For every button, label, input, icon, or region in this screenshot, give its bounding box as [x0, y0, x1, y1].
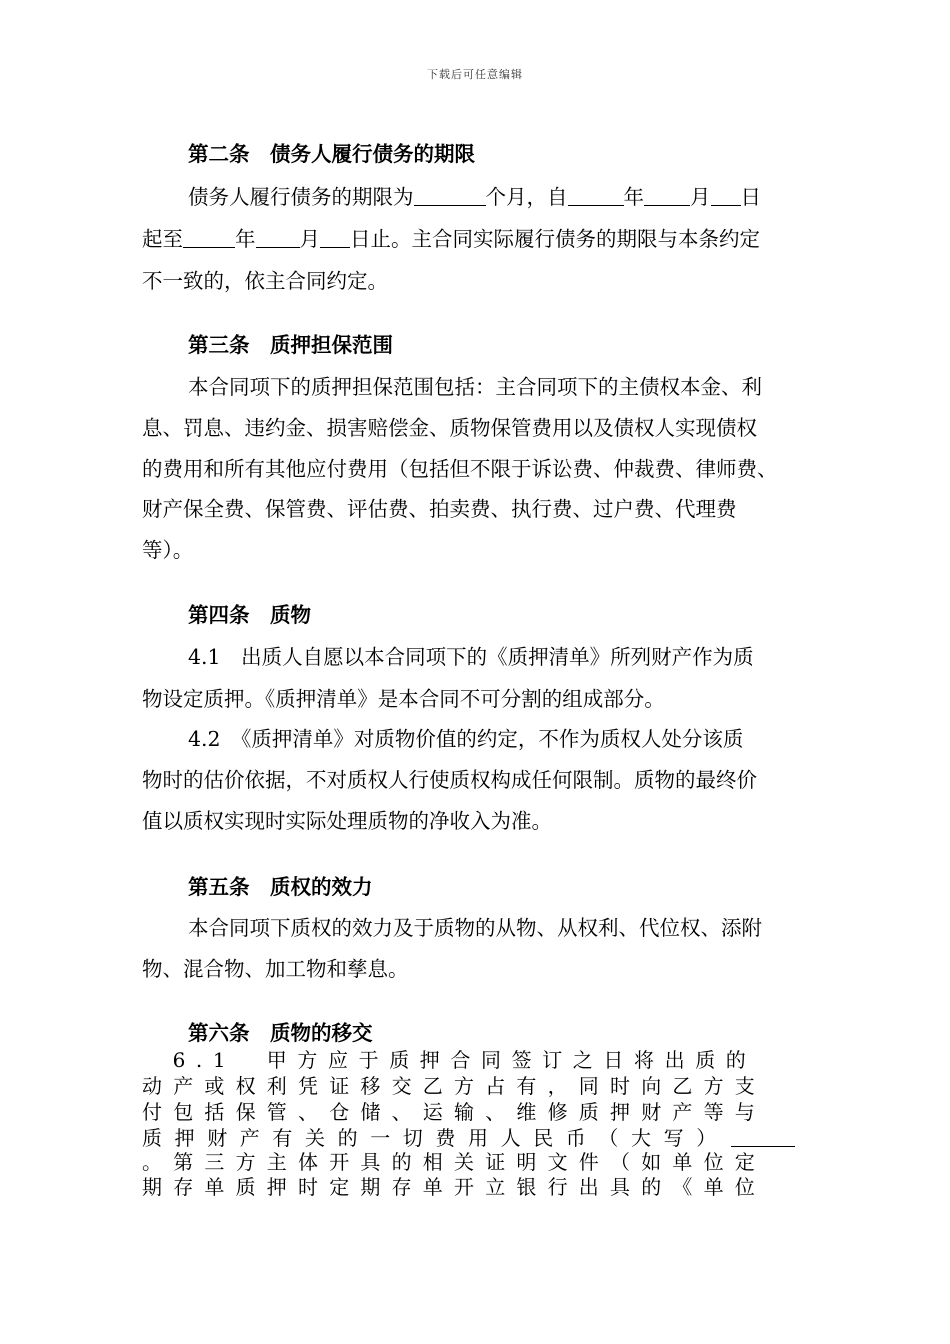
blank-month[interactable] — [644, 187, 690, 206]
article-5-line-1: 本合同项下质权的效力及于质物的从物、从权利、代位权、添附 — [188, 916, 762, 940]
article-4-2-line-3: 值以质权实现时实际处理质物的净收入为准。 — [142, 809, 552, 833]
article-6-line-6: 期存单质押时定期存单开立银行出具的《单位 — [142, 1175, 766, 1199]
blank-end-day[interactable] — [320, 229, 350, 248]
article-6-line-3: 付包括保管、仓储、运输、维修质押财产等与 — [142, 1100, 766, 1124]
blank-months[interactable] — [414, 187, 486, 206]
article-2-title: 第二条 债务人履行债务的期限 — [188, 142, 475, 166]
article-4-1-line-2: 物设定质押。《质押清单》是本合同不可分割的组成部分。 — [142, 687, 665, 711]
article-5-line-2: 物、混合物、加工物和孳息。 — [142, 957, 409, 981]
article-4-title: 第四条 质物 — [188, 603, 311, 627]
article-3-line-5: 等）。 — [142, 538, 194, 562]
article-2-line-2: 起至 年 月 日止。主合同实际履行债务的期限与本条约定 — [142, 227, 760, 251]
article-2-line-3: 不一致的，依主合同约定。 — [142, 269, 388, 293]
article-6-line-5: 。第三方主体开具的相关证明文件（如单位定 — [142, 1150, 766, 1174]
blank-day[interactable] — [711, 187, 741, 206]
article-4-2-line-1: 4.2 《质押清单》对质物价值的约定，不作为质权人处分该质 — [188, 727, 744, 751]
article-6-line-2: 动产或权利凭证移交乙方占有，同时向乙方支 — [142, 1074, 766, 1098]
article-6-line-4: 质押财产有关的一切费用人民币（大写） — [142, 1122, 795, 1151]
article-3-line-3: 的费用和所有其他应付费用（包括但不限于诉讼费、仲裁费、律师费、 — [142, 457, 778, 481]
article-4-1-line-1: 4.1 出质人自愿以本合同项下的《质押清单》所列财产作为质 — [188, 645, 754, 669]
article-3-line-2: 息、罚息、违约金、损害赔偿金、质物保管费用以及债权人实现债权 — [142, 416, 757, 440]
article-6-title: 第六条 质物的移交 — [188, 1021, 373, 1045]
article-3-title: 第三条 质押担保范围 — [188, 333, 393, 357]
article-6-line-1: 6.1 甲方应于质押合同签订之日将出质的 — [142, 1048, 757, 1072]
blank-year[interactable] — [568, 187, 624, 206]
blank-amount-uppercase[interactable] — [731, 1128, 795, 1147]
article-2-line-1: 债务人履行债务的期限为 个月，自 年 月 日 — [188, 185, 761, 209]
page-header: 下载后可任意编辑 — [427, 68, 523, 81]
article-4-2-line-2: 物时的估价依据，不对质权人行使质权构成任何限制。质物的最终价 — [142, 768, 757, 792]
article-5-title: 第五条 质权的效力 — [188, 875, 373, 899]
blank-end-year[interactable] — [183, 229, 235, 248]
article-3-line-4: 财产保全费、保管费、评估费、拍卖费、执行费、过户费、代理费 — [142, 497, 737, 521]
article-3-line-1: 本合同项下的质押担保范围包括：主合同项下的主债权本金、利 — [188, 375, 762, 399]
blank-end-month[interactable] — [256, 229, 300, 248]
